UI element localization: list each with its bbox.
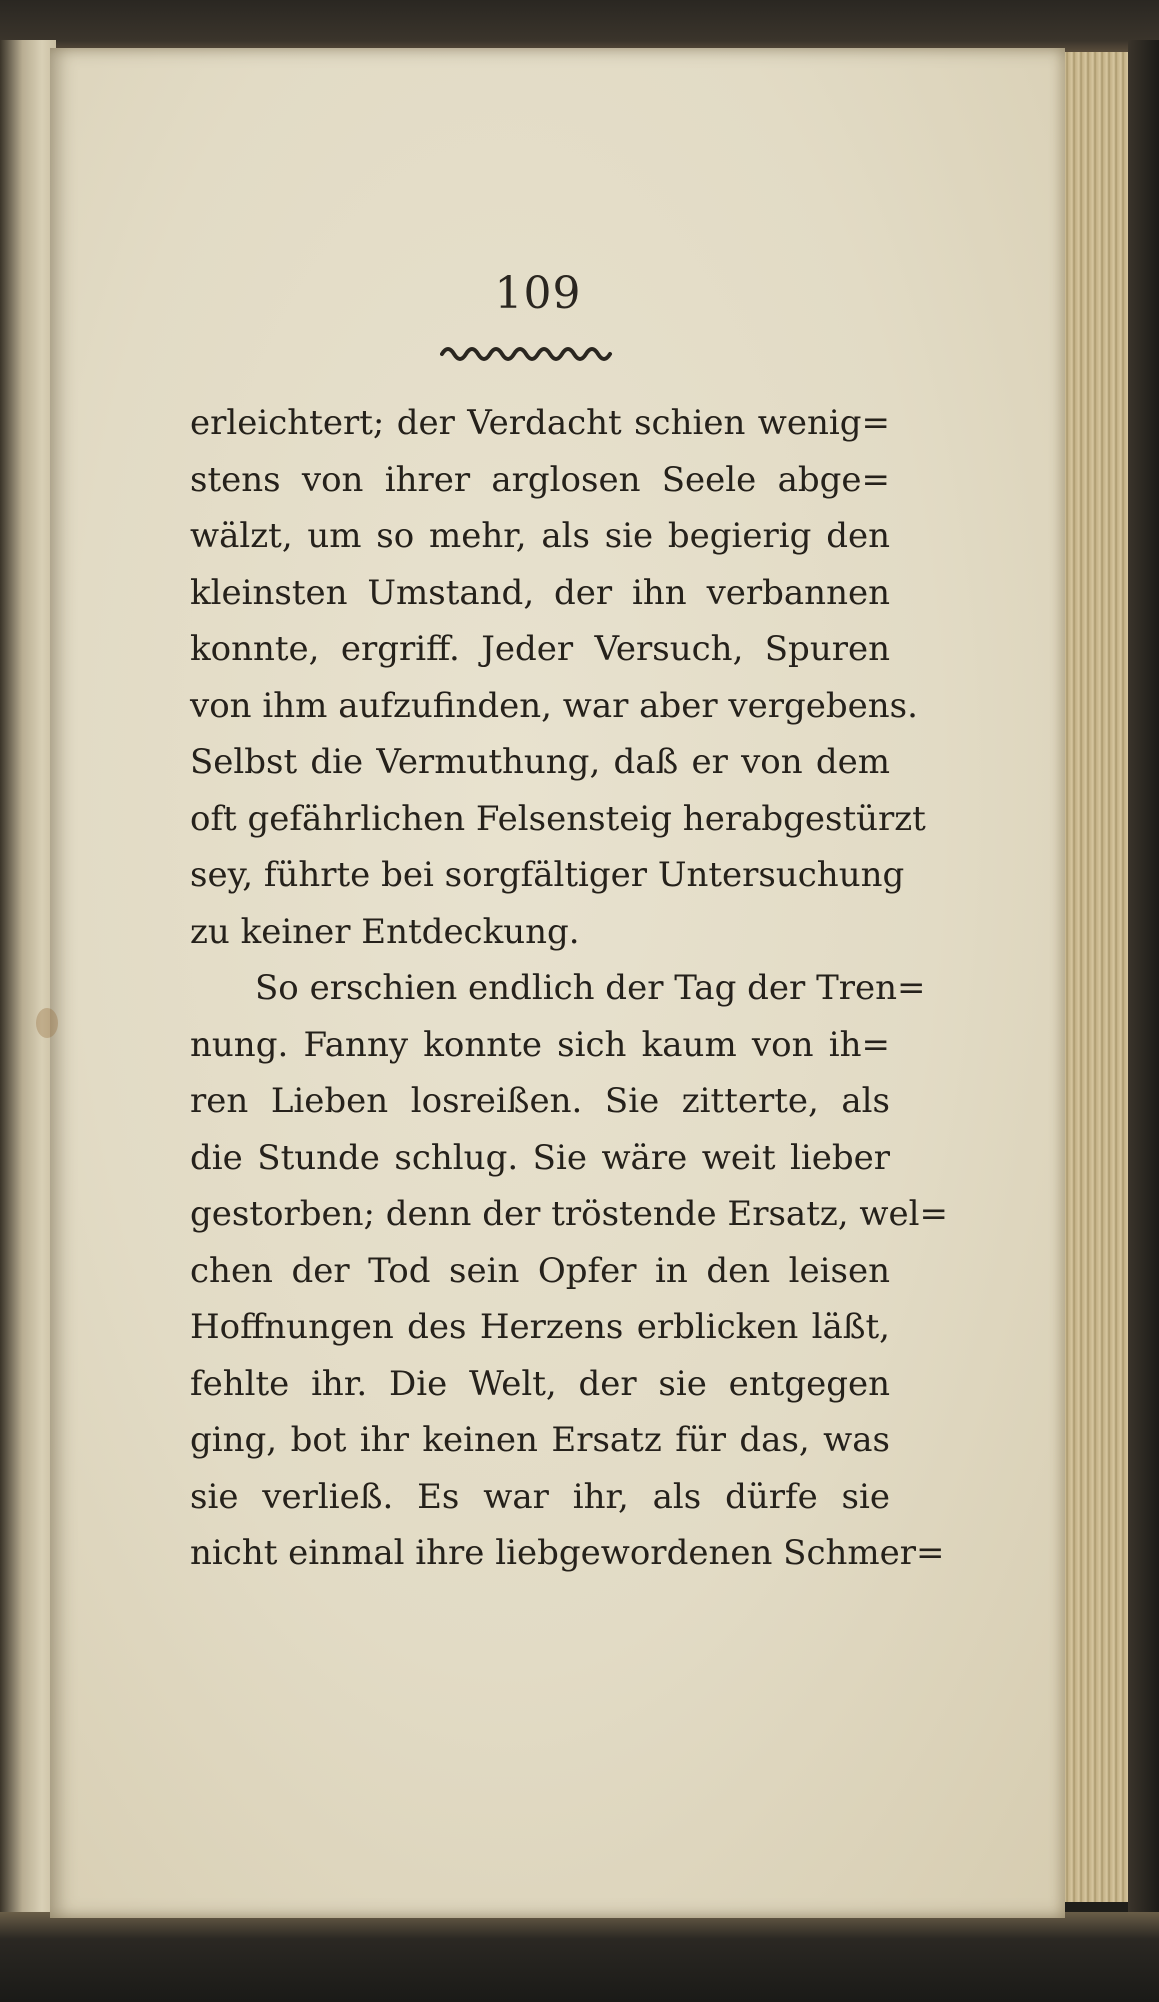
text-line: erleichtert; der Verdacht schien wenig= bbox=[190, 403, 890, 443]
text-line: stens von ihrer arglosen Seele abge= bbox=[190, 459, 890, 500]
ornament-rule-icon bbox=[440, 340, 620, 362]
text-line: konnte, ergriff. Jeder Versuch, Spuren bbox=[190, 629, 890, 669]
text-line: die Stunde schlug. Sie wäre weit lieber bbox=[190, 1137, 890, 1178]
text-line: zu keiner Entdeckung. bbox=[190, 911, 580, 952]
text-line: sey, führte bei sorgfältiger Untersuchung bbox=[190, 855, 905, 895]
text-line: fehlte ihr. Die Welt, der sie entgegen bbox=[190, 1363, 890, 1404]
text-line: Selbst die Vermuthung, daß er von dem bbox=[190, 742, 890, 782]
text-line: nicht einmal ihre liebgewordenen Schmer= bbox=[190, 1533, 945, 1573]
text-line: sie verließ. Es war ihr, als dürfe sie bbox=[190, 1476, 890, 1517]
page-block-edge bbox=[1060, 52, 1132, 1902]
text-line: ren Lieben losreißen. Sie zitterte, als bbox=[190, 1081, 890, 1121]
text-line: von ihm aufzufinden, war aber vergebens. bbox=[190, 685, 918, 726]
book-cover-right bbox=[1128, 40, 1159, 2000]
book-cover-bottom bbox=[0, 1912, 1159, 2002]
text-line: oft gefährlichen Felsensteig herabgestürzt bbox=[190, 798, 926, 839]
text-line: ging, bot ihr keinen Ersatz für das, was bbox=[190, 1420, 890, 1460]
foxing-spot bbox=[36, 1008, 58, 1038]
text-line: Hoffnungen des Herzens erblicken läßt, bbox=[190, 1307, 890, 1347]
text-line: kleinsten Umstand, der ihn verbannen bbox=[190, 572, 890, 613]
page-number: 109 bbox=[494, 268, 582, 319]
text-line: gestorben; denn der tröstende Ersatz, wel= bbox=[190, 1194, 948, 1234]
text-line: chen der Tod sein Opfer in den leisen bbox=[190, 1250, 890, 1291]
text-line-paragraph-start: So erschien endlich der Tag der Tren= bbox=[255, 968, 926, 1008]
book-binding-edge bbox=[0, 40, 56, 1920]
body-text bbox=[190, 395, 948, 1582]
text-line: nung. Fanny konnte sich kaum von ih= bbox=[190, 1024, 890, 1065]
text-line: wälzt, um so mehr, als sie begierig den bbox=[190, 516, 890, 556]
